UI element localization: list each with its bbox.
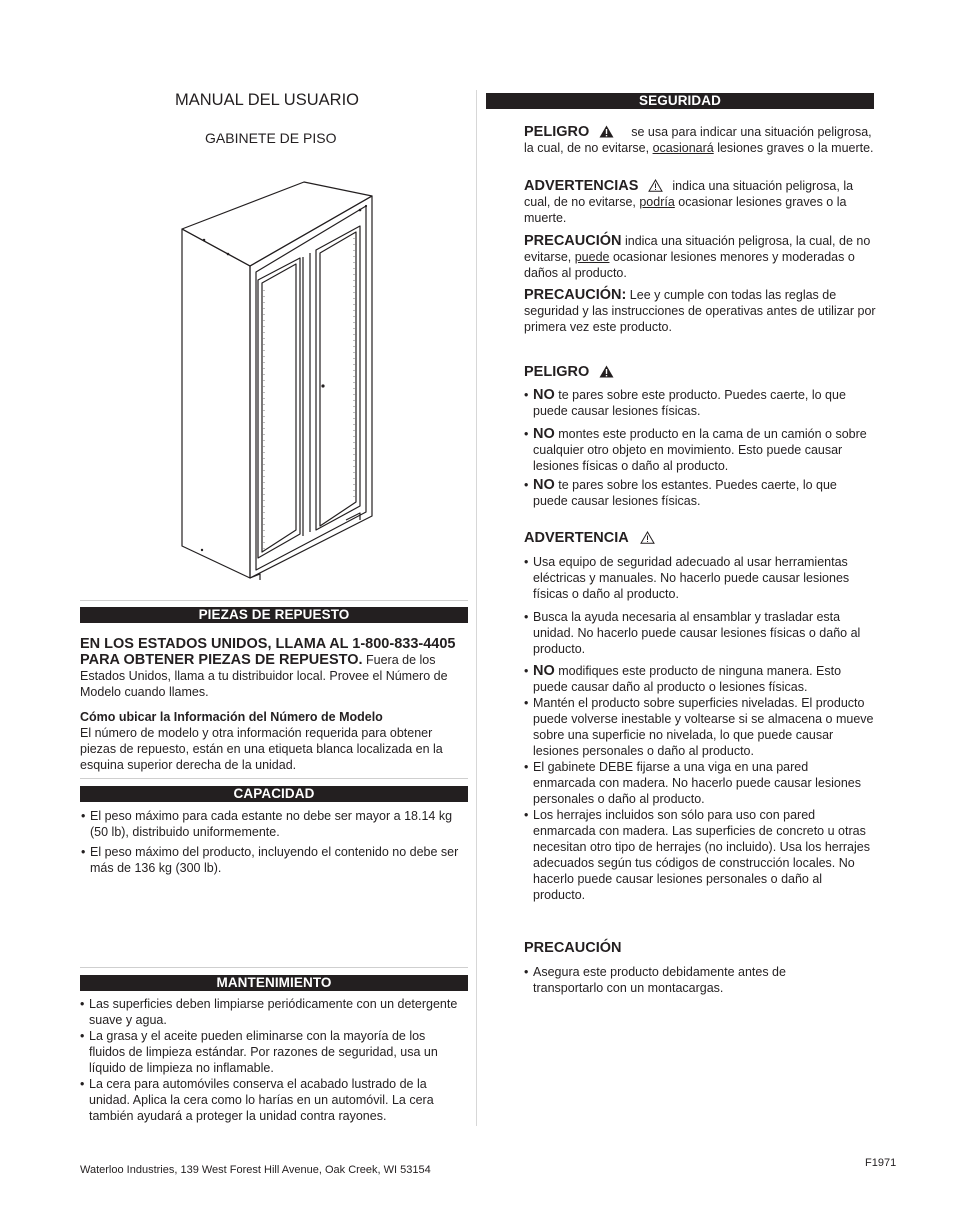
warning-outline-icon — [648, 179, 663, 192]
maintenance-list — [80, 996, 458, 1124]
advertencia-heading: ADVERTENCIA — [524, 529, 655, 547]
cabinet-illustration — [170, 180, 380, 582]
list-item: • Busca la ayuda necesaria al ensamblar y trasladar esta unidad. No hacerlo puede causar lesiones físicas o daño al producto. — [524, 609, 874, 657]
peligro-list — [524, 387, 869, 509]
model-info-heading: Cómo ubicar la Información del Número de Modelo — [80, 710, 383, 724]
peligro-heading: PELIGRO — [524, 363, 614, 381]
model-info-text: El número de modelo y otra información requerida para obtener piezas de repuesto, están en una etiqueta blanca localizada en la esquina superior derecha de la unidad. — [80, 726, 443, 772]
parts-section-bar: PIEZAS DE REPUESTO — [80, 607, 468, 623]
list-item: • El peso máximo para cada estante no debe ser mayor a 18.14 kg (50 lb), distribuido uniformemente. — [81, 808, 469, 840]
list-item: • NO modifiques este producto de ninguna manera. Esto puede causar daño al producto o lesiones físicas. — [524, 663, 874, 695]
column-divider — [476, 90, 477, 1126]
capacity-section-bar: CAPACIDAD — [80, 786, 468, 802]
advertencias-definition: ADVERTENCIAS indica una situación peligrosa, la cual, de no evitarse, podría ocasionar lesiones graves o la muerte. — [524, 178, 854, 225]
list-item: • NO te pares sobre los estantes. Puedes caerte, lo que puede causar lesiones físicas. — [524, 477, 869, 509]
maintenance-section-bar: MANTENIMIENTO — [80, 975, 468, 991]
precaucion-heading: PRECAUCIÓN — [524, 940, 622, 956]
list-item: • Mantén el producto sobre superficies niveladas. El producto puede volverse inestable y voltearse si se almacena o mueve sobre una superficie no nivelada, lo que puede causar lesiones personales o daño al producto. — [524, 695, 874, 759]
page-title: MANUAL DEL USUARIO — [175, 91, 359, 109]
warning-filled-icon — [599, 125, 614, 138]
parts-outside-us-text: Fuera de los Estados Unidos, llama a tu distribuidor local. Provee el Número de Modelo cuando llames. — [80, 653, 448, 699]
list-item: • NO te pares sobre este producto. Puedes caerte, lo que puede causar lesiones físicas. — [524, 387, 869, 419]
list-item: • Los herrajes incluidos son sólo para uso con pared enmarcada con madera. Las superficies de concreto u otras necesitan otro tipo de herrajes (no incluido). Usa los herrajes adecuados según tus códigos de construcción locales. No hacerlo puede causar lesiones personales o daño al producto. — [524, 807, 874, 903]
list-item: • La cera para automóviles conserva el acabado lustrado de la unidad. Aplica la cera como lo harías en un automóvil. La cera también ayudará a proteger la unidad contra rayones. — [80, 1076, 458, 1124]
parts-section-text — [80, 636, 470, 700]
list-item: • El peso máximo del producto, incluyendo el contenido no debe ser más de 136 kg (300 lb). — [81, 844, 469, 876]
document-code: F1971 — [865, 1157, 897, 1169]
list-item: • Asegura este producto debidamente antes de transportarlo con un montacargas. — [524, 964, 814, 996]
safety-section-bar: SEGURIDAD — [486, 93, 874, 109]
page-subtitle: GABINETE DE PISO — [205, 130, 337, 146]
capacity-list — [81, 808, 469, 876]
advertencia-list — [524, 554, 874, 903]
list-item: • Las superficies deben limpiarse periódicamente con un detergente suave y agua. — [80, 996, 458, 1028]
warning-filled-icon — [599, 365, 614, 378]
precaucion-read-note: PRECAUCIÓN: Lee y cumple con todas las reglas de seguridad y las instrucciones de operativas antes de utilizar por primera vez este producto. — [524, 287, 876, 334]
footer-address: Waterloo Industries, 139 West Forest Hill Avenue, Oak Creek, WI 53154 — [80, 1164, 431, 1176]
precaucion-definition: PRECAUCIÓN indica una situación peligrosa, la cual, de no evitarse, puede ocasionar lesiones menores y moderadas o daños al producto. — [524, 233, 871, 280]
list-item: • NO montes este producto en la cama de un camión o sobre cualquier otro objeto en movimiento. Esto puede causar lesiones físicas o daño al producto. — [524, 426, 869, 474]
warning-outline-icon — [640, 531, 655, 544]
precaucion-list — [524, 964, 814, 996]
peligro-definition: PELIGRO se usa para indicar una situación peligrosa, la cual, de no evitarse, ocasionará lesiones graves o la muerte. — [524, 124, 874, 155]
list-item: • El gabinete DEBE fijarse a una viga en una pared enmarcada con madera. No hacerlo puede causar lesiones personales o daño al producto. — [524, 759, 874, 807]
parts-phone-headline: EN LOS ESTADOS UNIDOS, LLAMA AL 1-800-833-4405 PARA OBTENER PIEZAS DE REPUESTO. — [80, 636, 456, 668]
list-item: • La grasa y el aceite pueden eliminarse con la mayoría de los fluidos de limpieza estándar. Por razones de seguridad, usa un líquido de limpieza no inflamable. — [80, 1028, 458, 1076]
list-item: • Usa equipo de seguridad adecuado al usar herramientas eléctricas y manuales. No hacerlo puede causar lesiones físicas o daño al producto. — [524, 554, 874, 602]
